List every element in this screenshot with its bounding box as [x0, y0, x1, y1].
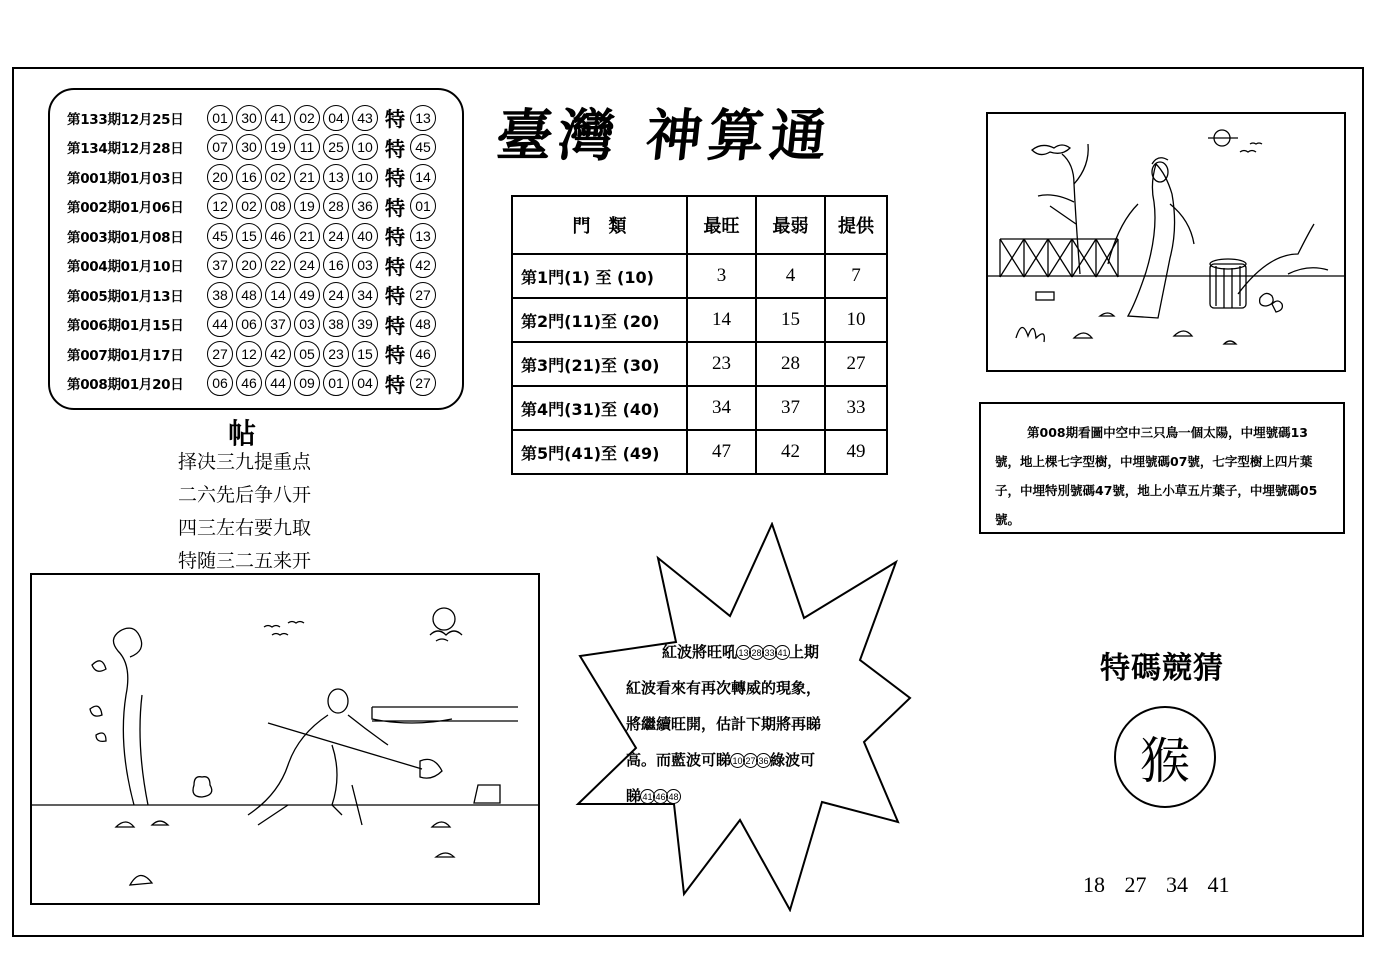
- special-ball: 27: [410, 282, 436, 308]
- draw-label: 第005期01月13日: [67, 288, 184, 305]
- number-ball: 44: [265, 370, 291, 396]
- number-ball: 13: [323, 164, 349, 190]
- number-ball: 02: [294, 105, 320, 131]
- worst-cell: 4: [756, 254, 825, 298]
- starburst-line: [626, 778, 888, 814]
- gate-cell: 第5門(41)至 (49): [512, 430, 687, 474]
- draw-label: 第001期01月03日: [67, 170, 184, 187]
- number-ball: 10: [352, 134, 378, 160]
- gate-cell: 第3門(21)至 (30): [512, 342, 687, 386]
- offer-cell: 49: [825, 430, 887, 474]
- number-ball: 09: [294, 370, 320, 396]
- number-ball: 05: [294, 341, 320, 367]
- number-ball: 02: [236, 193, 262, 219]
- starburst-line: [626, 742, 888, 778]
- number-ball: 21: [294, 223, 320, 249]
- number-ball: 02: [265, 164, 291, 190]
- poem-line: 择决三九提重点: [178, 451, 312, 473]
- worst-cell: 37: [756, 386, 825, 430]
- number-ball: 49: [294, 282, 320, 308]
- number-ball: 48: [236, 282, 262, 308]
- star-text-segment: 將繼續旺開，估計下期將再睇: [626, 715, 822, 733]
- star-text-segment: 高。而藍波可睇: [626, 751, 732, 769]
- number-ball: 03: [294, 311, 320, 337]
- special-ball: 27: [410, 370, 436, 396]
- special-ball: 46: [410, 341, 436, 367]
- number-ball: 42: [265, 341, 291, 367]
- draw-label: 第004期01月10日: [67, 259, 184, 276]
- number-ball: 19: [265, 134, 291, 160]
- zodiac-guess: 猴: [1114, 706, 1216, 808]
- header-best: 最旺: [687, 196, 756, 254]
- number-ball: 30: [236, 105, 262, 131]
- starburst-line: [626, 634, 888, 670]
- woman-garden-drawing: [988, 114, 1344, 370]
- green-wave-ball: 48: [666, 789, 681, 804]
- green-wave-ball: 41: [640, 789, 655, 804]
- gate-cell: 第1門(1) 至 (10): [512, 254, 687, 298]
- special-marker: 特: [385, 284, 405, 309]
- blue-wave-ball: 10: [730, 753, 745, 768]
- worst-cell: 15: [756, 298, 825, 342]
- monk-drawing: [32, 575, 538, 903]
- number-ball: 46: [236, 370, 262, 396]
- special-marker: 特: [385, 343, 405, 368]
- draw-row: [67, 310, 462, 340]
- number-ball: 24: [323, 223, 349, 249]
- red-wave-ball: 33: [762, 645, 777, 660]
- number-ball: 16: [236, 164, 262, 190]
- number-ball: 01: [323, 370, 349, 396]
- blue-wave-ball: 36: [756, 753, 771, 768]
- number-ball: 14: [265, 282, 291, 308]
- offer-cell: 7: [825, 254, 887, 298]
- number-ball: 16: [323, 252, 349, 278]
- number-ball: 06: [236, 311, 262, 337]
- number-ball: 28: [323, 193, 349, 219]
- number-ball: 21: [294, 164, 320, 190]
- starburst-line: [626, 706, 888, 742]
- special-marker: 特: [385, 107, 405, 132]
- draw-label: 第133期12月25日: [67, 111, 184, 128]
- poem-line: 二六先后争八开: [178, 484, 312, 506]
- offer-cell: 10: [825, 298, 887, 342]
- special-marker: 特: [385, 166, 405, 191]
- draw-label: 第006期01月15日: [67, 318, 184, 335]
- gate-cell: 第2門(11)至 (20): [512, 298, 687, 342]
- offer-cell: 33: [825, 386, 887, 430]
- worst-cell: 42: [756, 430, 825, 474]
- number-ball: 27: [207, 341, 233, 367]
- poem-lines: [178, 446, 311, 578]
- best-cell: 47: [687, 430, 756, 474]
- number-ball: 15: [352, 341, 378, 367]
- draw-label: 第003期01月08日: [67, 229, 184, 246]
- table-row: [512, 342, 887, 386]
- number-ball: 34: [352, 282, 378, 308]
- number-ball: 06: [207, 370, 233, 396]
- number-ball: 39: [352, 311, 378, 337]
- gate-table: [511, 195, 888, 475]
- offer-cell: 27: [825, 342, 887, 386]
- number-ball: 44: [207, 311, 233, 337]
- header-offer: 提供: [825, 196, 887, 254]
- number-ball: 45: [207, 223, 233, 249]
- special-ball: 42: [410, 252, 436, 278]
- hint-note: 第008期看圖中空中三只鳥一個太陽，中埋號碼13號，地上棵七字型樹，中埋號碼07號，七字型樹上四片葉子，中埋特別號碼47號，地上小草五片葉子，中埋號碼05號。: [979, 402, 1345, 534]
- number-ball: 12: [236, 341, 262, 367]
- star-text-segment: 綠波可: [770, 751, 816, 769]
- number-ball: 01: [207, 105, 233, 131]
- star-text-segment: 紅波看來有再次轉威的現象，: [626, 679, 822, 697]
- draw-row: [67, 221, 462, 251]
- table-row: [512, 386, 887, 430]
- number-ball: 15: [236, 223, 262, 249]
- header-worst: 最弱: [756, 196, 825, 254]
- red-wave-ball: 41: [775, 645, 790, 660]
- guess-numbers: 18 27 34 41: [1083, 872, 1230, 897]
- number-ball: 03: [352, 252, 378, 278]
- draw-label: 第002期01月06日: [67, 200, 184, 217]
- guess-title: 特碼競猜: [1100, 651, 1224, 686]
- draw-row: [67, 280, 462, 310]
- number-ball: 41: [265, 105, 291, 131]
- number-ball: 24: [294, 252, 320, 278]
- worst-cell: 28: [756, 342, 825, 386]
- number-ball: 12: [207, 193, 233, 219]
- star-text-segment: 紅波將旺吼: [662, 643, 738, 661]
- special-ball: 01: [410, 193, 436, 219]
- green-wave-ball: 46: [653, 789, 668, 804]
- number-ball: 04: [352, 370, 378, 396]
- number-ball: 08: [265, 193, 291, 219]
- best-cell: 3: [687, 254, 756, 298]
- poem-title: 帖: [228, 417, 257, 450]
- table-row: [512, 430, 887, 474]
- number-ball: 23: [323, 341, 349, 367]
- illustration-woman-garden: [986, 112, 1346, 372]
- gate-cell: 第4門(31)至 (40): [512, 386, 687, 430]
- best-cell: 34: [687, 386, 756, 430]
- starburst-line: [626, 670, 888, 706]
- number-ball: 46: [265, 223, 291, 249]
- number-ball: 20: [207, 164, 233, 190]
- number-ball: 37: [265, 311, 291, 337]
- number-ball: 38: [323, 311, 349, 337]
- draw-row: [67, 251, 462, 281]
- star-text-segment: 睇: [626, 787, 642, 805]
- special-marker: 特: [385, 254, 405, 279]
- draw-row: [67, 339, 462, 369]
- number-ball: 37: [207, 252, 233, 278]
- number-ball: 24: [323, 282, 349, 308]
- special-ball: 48: [410, 311, 436, 337]
- best-cell: 23: [687, 342, 756, 386]
- number-ball: 11: [294, 134, 320, 160]
- best-cell: 14: [687, 298, 756, 342]
- starburst-text: [626, 634, 888, 814]
- special-marker: 特: [385, 372, 405, 397]
- number-ball: 04: [323, 105, 349, 131]
- draw-label: 第008期01月20日: [67, 377, 184, 394]
- draw-row: [67, 133, 462, 163]
- red-wave-ball: 13: [736, 645, 751, 660]
- number-ball: 30: [236, 134, 262, 160]
- number-ball: 43: [352, 105, 378, 131]
- number-ball: 22: [265, 252, 291, 278]
- special-marker: 特: [385, 136, 405, 161]
- header-category: 門 類: [512, 196, 687, 254]
- draw-label: 第134期12月28日: [67, 141, 184, 158]
- special-ball: 13: [410, 223, 436, 249]
- poem-line: 四三左右要九取: [178, 517, 312, 539]
- number-ball: 36: [352, 193, 378, 219]
- number-ball: 38: [207, 282, 233, 308]
- special-ball: 13: [410, 105, 436, 131]
- main-title: 臺灣 神算通: [493, 103, 836, 169]
- number-ball: 10: [352, 164, 378, 190]
- table-row: [512, 298, 887, 342]
- illustration-monk-spade: [30, 573, 540, 905]
- draw-row: [67, 162, 462, 192]
- table-header-row: [512, 196, 887, 254]
- poem-line: 特随三二五来开: [178, 550, 312, 572]
- number-ball: 40: [352, 223, 378, 249]
- number-ball: 19: [294, 193, 320, 219]
- red-wave-ball: 28: [749, 645, 764, 660]
- draw-row: [67, 192, 462, 222]
- draw-history-panel: [48, 88, 464, 410]
- number-ball: 25: [323, 134, 349, 160]
- special-ball: 14: [410, 164, 436, 190]
- special-ball: 45: [410, 134, 436, 160]
- table-row: [512, 254, 887, 298]
- draw-row: [67, 103, 462, 133]
- number-ball: 07: [207, 134, 233, 160]
- blue-wave-ball: 27: [743, 753, 758, 768]
- draw-label: 第007期01月17日: [67, 347, 184, 364]
- special-marker: 特: [385, 313, 405, 338]
- special-marker: 特: [385, 225, 405, 250]
- draw-row: [67, 369, 462, 399]
- special-marker: 特: [385, 195, 405, 220]
- star-text-segment: 上期: [789, 643, 820, 661]
- number-ball: 20: [236, 252, 262, 278]
